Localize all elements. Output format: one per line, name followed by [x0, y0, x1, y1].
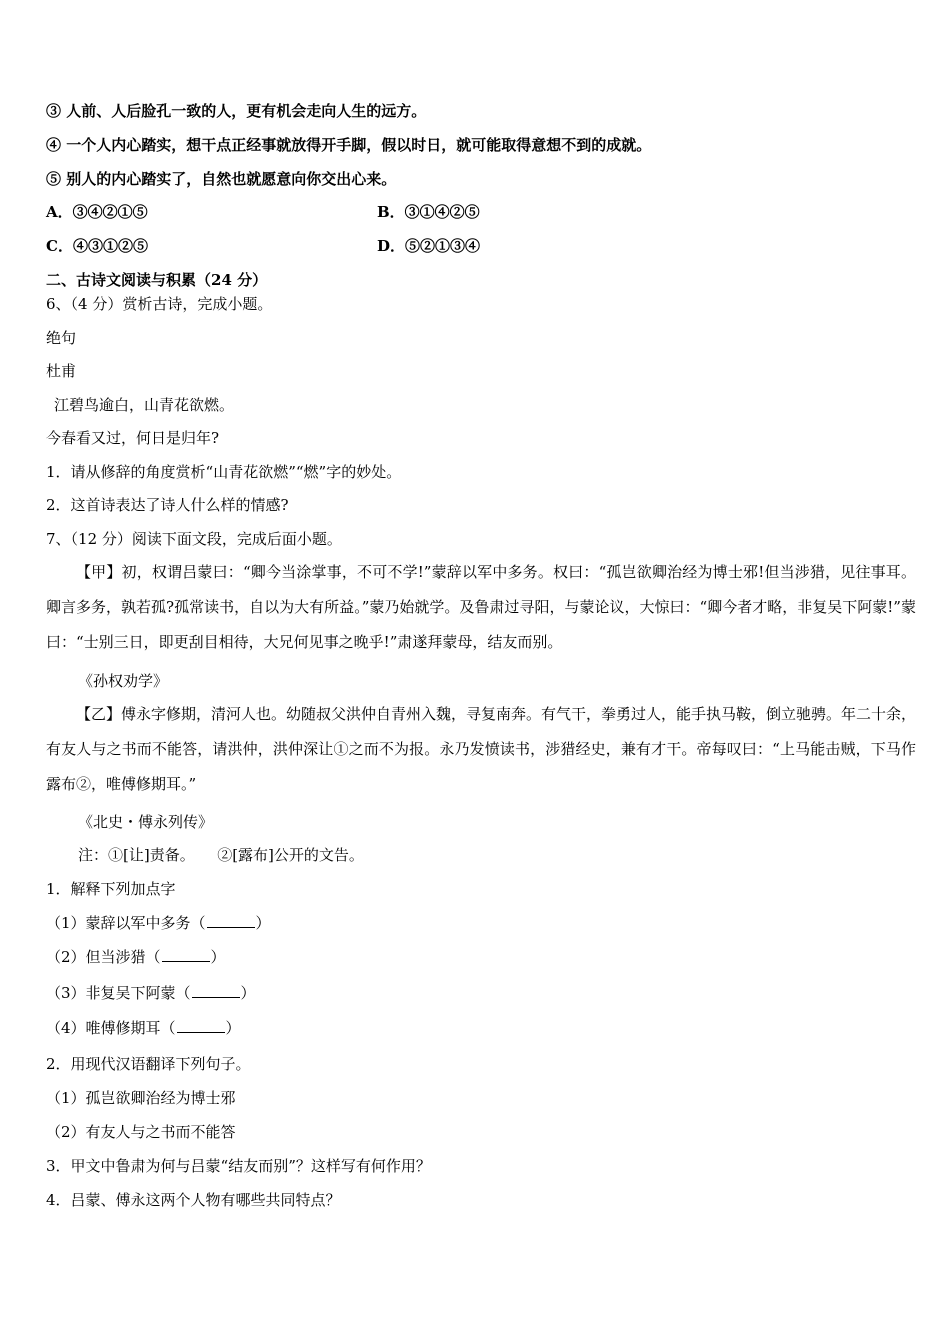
- q7-sub-3: 3．甲文中鲁肃为何与吕蒙“结友而别”？这样写有何作用？: [46, 1157, 431, 1175]
- poem-title: 绝句: [46, 329, 77, 347]
- close-paren: ）: [225, 1019, 241, 1037]
- passage-note: 注：①[让]责备。 ②[露布]公开的文告。: [78, 846, 364, 864]
- close-paren: ）: [255, 914, 271, 932]
- passage-yi-source: 《北史・傅永列传》: [78, 813, 214, 831]
- q7-sub-2: 2．用现代汉语翻译下列句子。: [46, 1055, 251, 1073]
- q7-sub-4: 4．吕蒙、傅永这两个人物有哪些共同特点？: [46, 1191, 341, 1209]
- q7-sub-1-3: [46, 983, 256, 1003]
- answer-blank[interactable]: [177, 1018, 225, 1033]
- q7-sub-1-4-text: （4）唯傅修期耳（: [46, 1019, 176, 1037]
- choice-d: D．⑤②①③④: [377, 237, 481, 255]
- choice-a: A．③④②①⑤: [46, 203, 148, 221]
- poem-line-1: 江碧鸟逾白，山青花欲燃。: [54, 396, 235, 414]
- sentence-3: ③ 人前、人后脸孔一致的人，更有机会走向人生的远方。: [46, 102, 427, 120]
- q7-sub-1-1-text: （1）蒙辞以军中多务（: [46, 914, 206, 932]
- sentence-4: ④ 一个人内心踏实，想干点正经事就放得开手脚，假以时日，就可能取得意想不到的成就。: [46, 136, 652, 154]
- q6-sub-2: 2．这首诗表达了诗人什么样的情感?: [46, 496, 289, 514]
- close-paren: ）: [210, 948, 226, 966]
- passage-jia-source: 《孙权劝学》: [78, 672, 169, 690]
- q6-sub-1: 1．请从修辞的角度赏析“山青花欲燃”“燃”字的妙处。: [46, 463, 402, 481]
- answer-blank[interactable]: [207, 913, 255, 928]
- q7-sub-1-4: [46, 1018, 241, 1038]
- passage-yi-text: 【乙】傅永字修期，清河人也。幼随叔父洪仲自青州入魏，寻复南奔。有气干，拳勇过人，能手执马鞍，倒立驰骋。年二十余，有友人与之书而不能答，请洪仲，洪仲深让①之而不为报。永乃发愤读书，涉猎经史，兼有才干。帝每叹曰：“上马能击贼，下马作露布②，唯傅修期耳。”: [46, 705, 917, 793]
- poem-author: 杜甫: [46, 362, 77, 380]
- answer-blank[interactable]: [192, 983, 240, 998]
- passage-jia-text: 【甲】初，权谓吕蒙曰：“卿今当涂掌事，不可不学!”蒙辞以军中多务。权曰：“孤岂欲卿治经为博士邪!但当涉猎，见往事耳。卿言多务，孰若孤?孤常读书，自以为大有所益。”蒙乃始就学。及鲁肃过寻阳，与蒙论议，大惊曰：“卿今者才略，非复吴下阿蒙!”蒙曰：“士别三日，即更刮目相待，大兄何见事之晚乎!”肃遂拜蒙母，结友而别。: [46, 563, 916, 651]
- choice-b: B．③①④②⑤: [377, 203, 480, 221]
- passage-yi: [46, 697, 916, 802]
- q6-stem: 6、（4 分）赏析古诗，完成小题。: [46, 295, 273, 313]
- q7-sub-1-2-text: （2）但当涉猎（: [46, 948, 161, 966]
- section-heading: 二、古诗文阅读与积累（24 分）: [46, 271, 268, 289]
- q7-sub-1-3-text: （3）非复吴下阿蒙（: [46, 984, 191, 1002]
- sentence-5: ⑤ 别人的内心踏实了，自然也就愿意向你交出心来。: [46, 170, 397, 188]
- q7-sub-2-1: （1）孤岂欲卿治经为博士邪: [46, 1089, 236, 1107]
- q7-sub-1: 1．解释下列加点字: [46, 880, 176, 898]
- choice-c: C．④③①②⑤: [46, 237, 148, 255]
- q7-sub-1-2: [46, 947, 226, 967]
- q7-sub-2-2: （2）有友人与之书而不能答: [46, 1123, 236, 1141]
- poem-line-2: 今春看又过，何日是归年?: [46, 429, 220, 447]
- passage-jia: [46, 555, 916, 660]
- close-paren: ）: [240, 984, 256, 1002]
- q7-stem: 7、（12 分）阅读下面文段，完成后面小题。: [46, 530, 342, 548]
- q7-sub-1-1: [46, 913, 271, 933]
- answer-blank[interactable]: [162, 947, 210, 962]
